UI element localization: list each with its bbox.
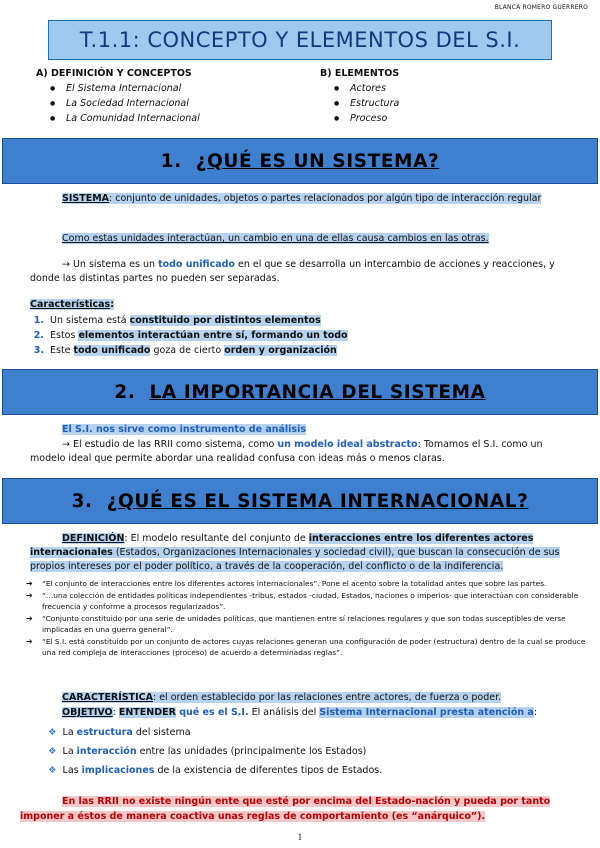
unified-note <box>30 258 570 286</box>
highlight-text: interacción <box>76 746 137 757</box>
highlight-text: En las RRII no existe ningún ente que esté por encima del Estado-nación y pueda por tanto imponer a éstos de manera coactiva unas reglas de comportamiento (es “anárquico”). <box>20 796 551 822</box>
highlight-text: orden y organización <box>224 345 337 356</box>
highlight-text: ENTENDER <box>118 707 176 718</box>
author-name: BLANCA ROMERO GUERRERO <box>494 4 588 11</box>
highlight-text: constituido por distintos elementos <box>129 315 321 326</box>
text: Estos <box>50 330 79 341</box>
text: del sistema <box>132 727 191 738</box>
highlight-text: Sistema Internacional presta atención a <box>319 707 534 718</box>
section-3-banner <box>2 478 598 524</box>
list-item: ● Proceso <box>350 111 399 126</box>
definition-text: : conjunto de unidades, objetos o partes relacionados por algún tipo de interacción regular <box>109 193 542 204</box>
attention-list <box>48 723 382 780</box>
section-title: LA IMPORTANCIA DEL SISTEMA <box>149 381 486 403</box>
column-a <box>36 68 200 126</box>
highlight-text: todo unificado <box>158 259 235 270</box>
item-number: 2. <box>33 330 44 341</box>
quote-item: ➔ “El S.I. está constituido por un conjunto de actores cuyas relaciones generan una configuración de poder (estructura) dentro de la cual se produce una red compleja de interacciones (proceso) de acuerdo a determinadas reglas”. <box>26 636 586 659</box>
section-number: 2. <box>114 381 136 403</box>
section-number: 1. <box>160 150 182 172</box>
item-number: 1. <box>33 315 44 326</box>
text: Este <box>50 345 74 356</box>
ideal-model <box>30 438 575 466</box>
characteristic-line <box>62 691 582 705</box>
text: La <box>62 727 77 738</box>
highlight-text: elementos interactúan entre sí, formando un todo <box>78 330 348 341</box>
quote-item: ➔ “…una colección de entidades políticas independientes -tribus, estados -ciudad, Estados, naciones o imperios- que interactúan con considerable frecuencia y conforme a procesos regularizados”. <box>26 590 586 613</box>
list-item <box>48 742 382 761</box>
text: : el orden establecido por las relaciones entre actores, de fuerza o poder. <box>152 692 502 703</box>
characteristics-list <box>30 313 348 358</box>
text: Las <box>62 765 82 776</box>
section-title: ¿QUÉ ES EL SISTEMA INTERNACIONAL? <box>106 490 529 512</box>
text: de la existencia de diferentes tipos de Estados. <box>154 765 383 776</box>
text: entre las unidades (principalmente los Estados) <box>136 746 367 757</box>
list-item: ● Actores <box>350 81 399 96</box>
list-item: ● La Comunidad Internacional <box>66 111 200 126</box>
page-title: T.1.1: CONCEPTO Y ELEMENTOS DEL S.I. <box>79 28 521 52</box>
characteristics-label <box>30 298 114 312</box>
section-1-banner <box>2 138 598 184</box>
list-item <box>48 723 382 742</box>
objective-line <box>62 706 582 720</box>
analysis-instrument <box>62 423 306 437</box>
highlight-text: todo unificado <box>73 345 151 356</box>
highlight-text: un modelo ideal abstracto <box>277 439 418 450</box>
label: Características <box>30 299 111 310</box>
text: La <box>62 746 77 757</box>
item-number: 3. <box>33 345 44 356</box>
text: : El modelo resultante del conjunto de <box>124 533 309 544</box>
list-item <box>48 761 382 780</box>
column-a-heading: A) DEFINICIÓN Y CONCEPTOS <box>36 68 192 79</box>
text: goza de cierto <box>150 345 225 356</box>
list-item: ● El Sistema Internacional <box>66 81 200 96</box>
highlight-text: implicaciones <box>81 765 155 776</box>
text: Un sistema está <box>50 315 130 326</box>
objective-term: OBJETIVO <box>62 707 113 718</box>
text: : Tomamos el S.I. como un modelo ideal que permite abordar una realidad confusa con ideas más o menos claras. <box>30 439 543 464</box>
highlight-text: qué es el S.I. <box>175 707 249 718</box>
interaction-note <box>62 232 572 246</box>
section-title: ¿QUÉ ES UN SISTEMA? <box>195 150 440 172</box>
highlight-text: El S.I. nos sirve como instrumento de análisis <box>62 424 306 435</box>
si-definition <box>30 532 575 574</box>
text: El análisis del <box>248 707 320 718</box>
definition-term: SISTEMA <box>62 193 109 204</box>
text: (Estados, Organizaciones Internacionales y sociedad civil), que buscan la consecución de sus propios intereses por el poder político, a través de la cooperación, del conflicto o de la indiferencia. <box>30 547 560 572</box>
list-item <box>30 328 348 343</box>
highlight-text: estructura <box>76 727 133 738</box>
anarchy-note <box>20 794 580 824</box>
title-box <box>48 20 552 60</box>
list-item <box>30 343 348 358</box>
text: : <box>112 707 119 718</box>
characteristic-term: CARACTERÍSTICA <box>62 692 153 703</box>
column-b <box>320 68 399 126</box>
column-b-heading: B) ELEMENTOS <box>320 68 400 79</box>
highlight-text: interacciones entre los diferentes actores internacionales <box>30 533 534 558</box>
text: en el que se desarrolla un intercambio de acciones y reacciones, y donde las distintas partes no pueden ser separadas. <box>30 259 555 284</box>
text: : <box>533 707 538 718</box>
section-2-banner <box>2 369 598 415</box>
text: → Un sistema es un <box>62 259 159 270</box>
quotes-list <box>26 578 586 659</box>
system-definition <box>30 192 570 206</box>
quote-item: ➔ “El conjunto de interacciones entre los diferentes actores internacionales”. Pone el acento sobre la totalidad antes que sobre las partes. <box>26 578 586 590</box>
quote-item: ➔ “Conjunto constituido por una serie de unidades políticas, que mantienen entre sí relaciones regulares y que son todas susceptibles de verse implicadas en una guerra general”. <box>26 613 586 636</box>
colon: : <box>110 299 114 310</box>
section-number: 3. <box>71 490 93 512</box>
list-item: ● Estructura <box>350 96 399 111</box>
list-item <box>30 313 348 328</box>
interaction-text: Como estas unidades interactúan, un cambio en una de ellas causa cambios en las otras. <box>62 233 489 244</box>
list-item: ● La Sociedad Internacional <box>66 96 200 111</box>
page-number: 1 <box>297 833 303 842</box>
definition-term: DEFINICIÓN <box>62 533 125 544</box>
text: → El estudio de las RRII como sistema, como <box>62 439 278 450</box>
